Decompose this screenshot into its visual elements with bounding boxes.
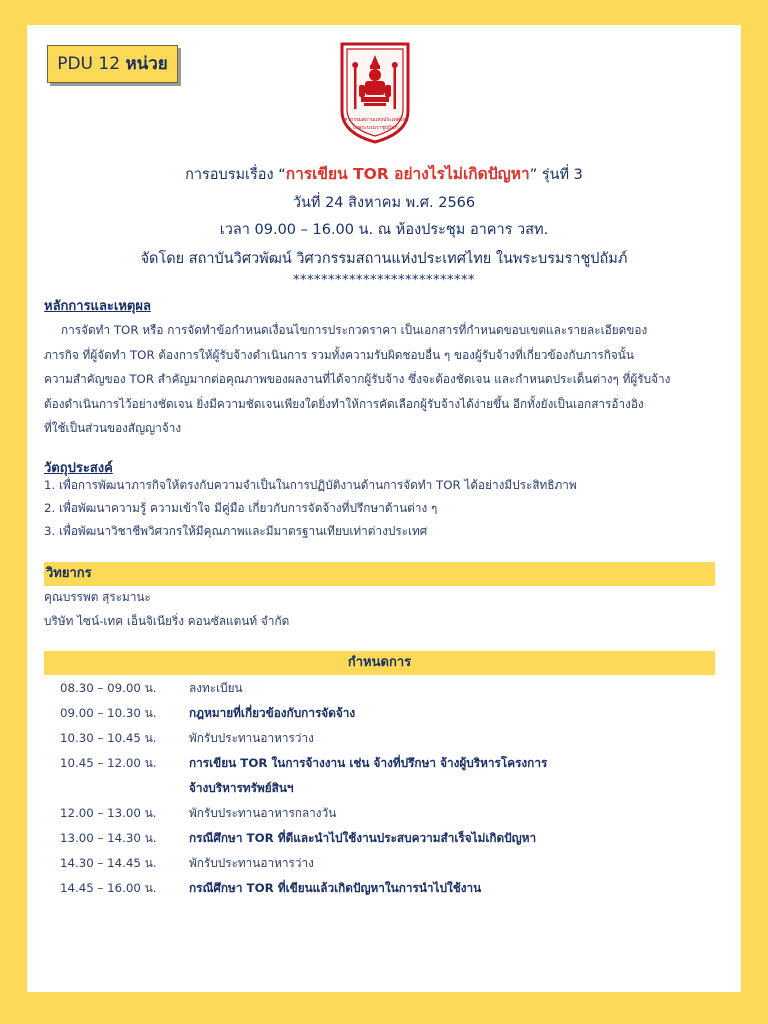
objectives-title: วัตถุประสงค์: [44, 461, 113, 476]
schedule-time: 14.30 – 14.45 น.: [60, 856, 157, 870]
course-title-suffix: ” รุ่นที่ 3: [529, 167, 583, 183]
schedule-header-bar: [44, 651, 715, 675]
schedule-title: กำหนดการ: [347, 655, 412, 670]
pdu-badge-prefix: PDU 12: [57, 54, 126, 74]
pdu-badge: [47, 45, 178, 83]
document-page: [27, 25, 741, 992]
speaker-name: คุณบรรพต สุระมานะ: [44, 590, 151, 604]
rationale-line: ต้องดำเนินการไว้อย่างชัดเจน ยิ่งมีความชัดเจนเพียงใดยิ่งทำให้การคัดเลือกผู้รับจ้างได้ง่ายขึ้น อีกทั้งยังเป็นเอกสารอ้างอิง: [44, 396, 644, 411]
schedule-activity: จ้างบริหารทรัพย์สินฯ: [189, 781, 294, 795]
speaker-title: วิทยากร: [46, 566, 92, 581]
course-title: [27, 161, 741, 186]
schedule-row: [44, 751, 715, 775]
schedule-time: 09.00 – 10.30 น.: [60, 706, 157, 720]
schedule-time: 08.30 – 09.00 น.: [60, 681, 157, 695]
schedule-row: [44, 826, 715, 850]
course-title-prefix: การอบรมเรื่อง “: [185, 167, 286, 183]
schedule-time: 14.45 – 16.00 น.: [60, 881, 157, 895]
eit-logo: [339, 41, 411, 145]
schedule-activity: กรณีศึกษา TOR ที่ดีและนำไปใช้งานประสบความสำเร็จไม่เกิดปัญหา: [189, 831, 537, 845]
objective-item: 1. เพื่อการพัฒนาภารกิจให้ตรงกับความจำเป็นในการปฏิบัติงานด้านการจัดทำ TOR ได้อย่างมีประสิทธิภาพ: [44, 478, 577, 492]
rationale-paragraph: [44, 318, 717, 441]
speaker-company: บริษัท ไซน์-เทค เอ็นจิเนียริ่ง คอนซัลแตนท์ จำกัด: [44, 614, 290, 628]
schedule-row: [44, 676, 715, 700]
course-title-name: การเขียน TOR อย่างไรไม่เกิดปัญหา: [285, 165, 530, 183]
pdu-badge-unit: หน่วย: [125, 54, 168, 74]
objective-item: 2. เพื่อพัฒนาความรู้ ความเข้าใจ มีคู่มือ เกี่ยวกับการจัดจ้างที่ปรึกษาด้านต่าง ๆ: [44, 501, 438, 515]
schedule-row: [44, 701, 715, 725]
rationale-line: ที่ใช้เป็นส่วนของสัญญาจ้าง: [44, 421, 182, 435]
schedule-activity: พักรับประทานอาหารกลางวัน: [189, 806, 337, 820]
course-organizer: จัดโดย สถาบันวิศวพัฒน์ วิศวกรรมสถานแห่งประเทศไทย ในพระบรมราชูปถัมภ์: [140, 251, 628, 267]
speaker-header-bar: [44, 562, 715, 586]
schedule-activity: กรณีศึกษา TOR ที่เขียนแล้วเกิดปัญหาในการนำไปใช้งาน: [189, 881, 482, 895]
rationale-line: ความสำคัญของ TOR สำคัญมากต่อคุณภาพของผลงานที่ได้จากผู้รับจ้าง ซึ่งจะต้องชัดเจน และกำหนดประเด็นต่างๆ ที่ผู้รับจ้าง: [44, 372, 671, 386]
rationale-title: หลักการและเหตุผล: [44, 299, 151, 314]
schedule-time: 10.45 – 12.00 น.: [60, 756, 157, 770]
schedule-row: [44, 876, 715, 900]
header-divider: **************************: [293, 273, 475, 288]
schedule-row: [44, 726, 715, 750]
schedule-activity: การเขียน TOR ในการจ้างงาน เช่น จ้างที่ปรึกษา จ้างผู้บริหารโครงการ: [189, 756, 548, 770]
logo-text-bottom: ในพระบรมราชูปถัมภ์: [352, 125, 398, 131]
schedule-activity: กฎหมายที่เกี่ยวข้องกับการจัดจ้าง: [189, 706, 356, 720]
schedule-activity: พักรับประทานอาหารว่าง: [189, 731, 314, 745]
schedule-time: 12.00 – 13.00 น.: [60, 806, 157, 820]
schedule-row: [44, 851, 715, 875]
logo-text-top: วิศวกรรมสถานแห่งประเทศไทย: [341, 117, 409, 123]
schedule-activity: พักรับประทานอาหารว่าง: [189, 856, 314, 870]
schedule-row: [44, 776, 715, 800]
course-date: วันที่ 24 สิงหาคม พ.ศ. 2566: [292, 195, 476, 211]
objective-item: 3. เพื่อพัฒนาวิชาชีพวิศวกรให้มีคุณภาพและมีมาตรฐานเทียบเท่าต่างประเทศ: [44, 524, 428, 538]
schedule-activity: ลงทะเบียน: [189, 681, 243, 695]
schedule-row: [44, 801, 715, 825]
rationale-line: การจัดทำ TOR หรือ การจัดทำข้อกำหนดเงื่อนไขการประกวดราคา เป็นเอกสารที่กำหนดขอบเขตและรายละเอียดของ: [61, 323, 648, 337]
course-time-place: เวลา 09.00 – 16.00 น. ณ ห้องประชุม อาคาร วสท.: [219, 222, 549, 238]
rationale-line: ภารกิจ ที่ผู้จัดทำ TOR ต้องการให้ผู้รับจ้างดำเนินการ รวมทั้งความรับผิดชอบอื่น ๆ ของผู้รับจ้างที่เกี่ยวข้องกับภารกิจนั้น: [44, 347, 634, 362]
schedule-time: 13.00 – 14.30 น.: [60, 831, 157, 845]
schedule-time: 10.30 – 10.45 น.: [60, 731, 157, 745]
